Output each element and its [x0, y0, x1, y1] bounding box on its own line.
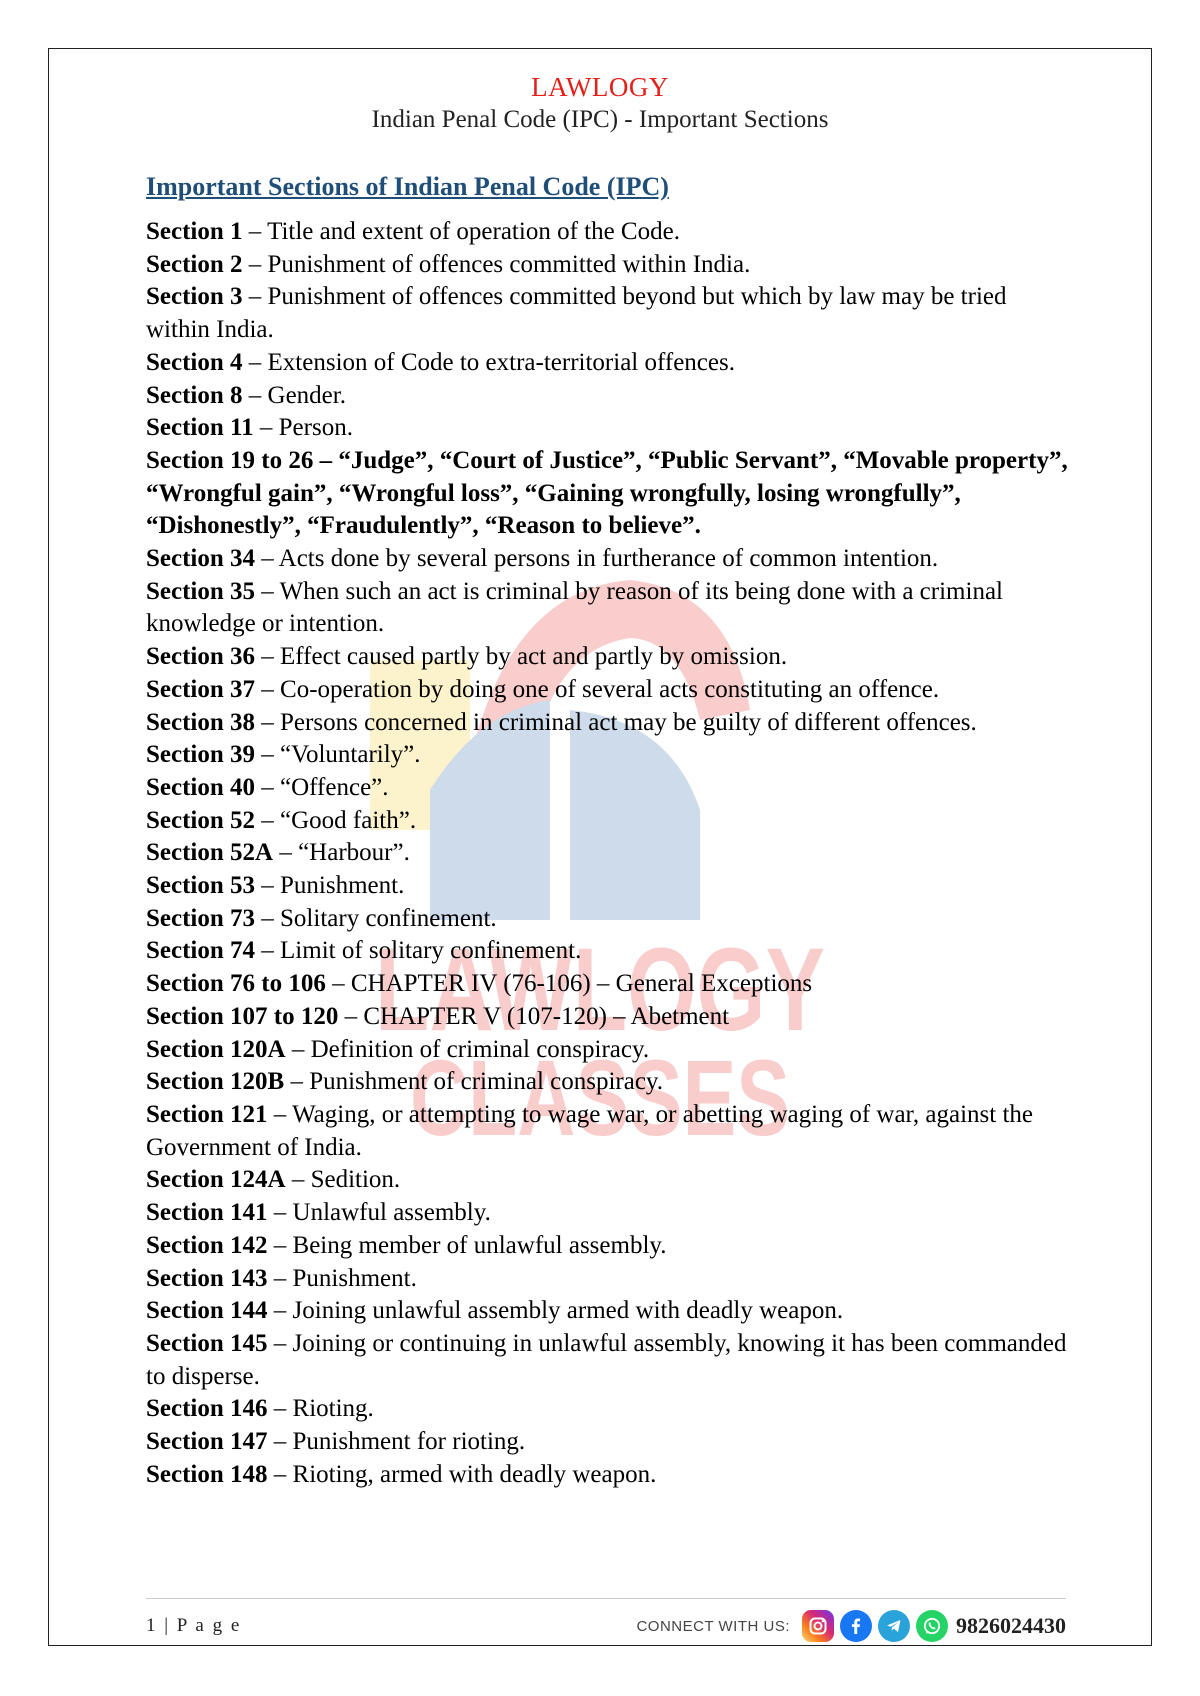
- section-number: Section 53: [146, 872, 256, 900]
- section-description: – “Voluntarily”.: [255, 741, 421, 769]
- section-item: [146, 1393, 1076, 1426]
- section-description: – “Harbour”.: [273, 839, 410, 867]
- phone-number[interactable]: 9826024430: [956, 1613, 1066, 1638]
- section-number: Section 35: [146, 577, 256, 605]
- section-item: [146, 1295, 1076, 1328]
- connect-label: CONNECT WITH US:: [636, 1617, 790, 1635]
- section-description: – “Offence”.: [255, 773, 389, 801]
- section-description: – Waging, or attempting to wage war, or abetting waging of war, against the Government of India.: [146, 1100, 1033, 1161]
- section-number: Section 52: [146, 806, 256, 834]
- section-number: Section 148: [146, 1460, 268, 1488]
- section-number: Section 141: [146, 1199, 268, 1227]
- contact-bar: [636, 1610, 1066, 1642]
- section-number: Section 146: [146, 1395, 268, 1423]
- section-description: – Punishment for rioting.: [267, 1428, 526, 1456]
- section-description: – Solitary confinement.: [255, 904, 497, 932]
- section-number: Section 37: [146, 675, 256, 703]
- section-description: – Punishment.: [267, 1264, 417, 1292]
- section-number: Section 143: [146, 1264, 268, 1292]
- section-number: Section 4: [146, 348, 243, 376]
- section-item: [146, 837, 1076, 870]
- section-description: – Joining unlawful assembly armed with deadly weapon.: [267, 1297, 844, 1325]
- section-description: – CHAPTER V (107-120) – Abetment: [338, 1002, 730, 1030]
- section-description: – CHAPTER IV (76-106) – General Exceptions: [325, 970, 813, 998]
- section-description: – Punishment of offences committed beyond but which by law may be tried within India.: [146, 283, 1007, 344]
- section-number: Section 40: [146, 773, 256, 801]
- section-item: [146, 543, 1076, 576]
- section-number: Section 11: [146, 414, 254, 442]
- section-number: Section 3: [146, 283, 243, 311]
- section-list: [146, 216, 1076, 1491]
- section-number: Section 2: [146, 250, 243, 278]
- section-item: [146, 903, 1076, 936]
- section-item: [146, 445, 1076, 543]
- section-description: – Limit of solitary confinement.: [255, 937, 582, 965]
- page-header: [48, 70, 1152, 136]
- section-heading: Important Sections of Indian Penal Code (IPC): [146, 172, 669, 201]
- section-item: [146, 576, 1076, 641]
- section-item: [146, 1230, 1076, 1263]
- section-description: – Gender.: [242, 381, 346, 409]
- section-number: Section 107 to 120: [146, 1002, 339, 1030]
- section-number: Section 145: [146, 1329, 268, 1357]
- section-description: – Punishment of criminal conspiracy.: [284, 1068, 664, 1096]
- section-item: [146, 1034, 1076, 1067]
- section-description: – Being member of unlawful assembly.: [267, 1231, 667, 1259]
- section-description: – Extension of Code to extra-territorial offences.: [242, 348, 735, 376]
- section-item: [146, 805, 1076, 838]
- section-number: Section 121: [146, 1100, 268, 1128]
- section-item: [146, 1328, 1076, 1393]
- section-item: [146, 1263, 1076, 1296]
- section-item: [146, 707, 1076, 740]
- section-description: – Punishment.: [255, 872, 405, 900]
- watermark-text-line1: LAWLOGY: [375, 924, 825, 1056]
- section-number: Section 34: [146, 545, 256, 573]
- section-description: – “Good faith”.: [255, 806, 417, 834]
- section-item: [146, 1459, 1076, 1492]
- section-number: Section 147: [146, 1428, 268, 1456]
- section-description: – Co-operation by doing one of several acts constituting an offence.: [255, 675, 940, 703]
- section-item: [146, 739, 1076, 772]
- section-item: [146, 1197, 1076, 1230]
- section-number: Section 36: [146, 643, 256, 671]
- section-item: [146, 216, 1076, 249]
- section-number: Section 8: [146, 381, 243, 409]
- section-item: [146, 1001, 1076, 1034]
- telegram-icon[interactable]: [878, 1610, 910, 1642]
- section-item: [146, 935, 1076, 968]
- section-item: [146, 1164, 1076, 1197]
- section-item: [146, 772, 1076, 805]
- section-item: [146, 1066, 1076, 1099]
- section-item: [146, 968, 1076, 1001]
- section-item: [146, 870, 1076, 903]
- section-item: [146, 674, 1076, 707]
- section-number: Section 1: [146, 218, 243, 245]
- section-number: Section 52A: [146, 839, 274, 867]
- section-number: Section 73: [146, 904, 256, 932]
- section-number: Section 142: [146, 1231, 268, 1259]
- page-number: 1 | P a g e: [146, 1615, 242, 1636]
- page-footer: [146, 1604, 1066, 1648]
- section-description: – Effect caused partly by act and partly by omission.: [255, 643, 788, 671]
- section-item: [146, 1099, 1076, 1164]
- section-number: Section 39: [146, 741, 256, 769]
- footer-divider: [146, 1598, 1066, 1599]
- main-content: [146, 170, 1076, 1491]
- section-number: Section 74: [146, 937, 256, 965]
- watermark-text-line2: CLASSES: [410, 1037, 790, 1158]
- brand-title: LAWLOGY: [531, 72, 669, 102]
- instagram-icon[interactable]: [802, 1610, 834, 1642]
- section-item: [146, 641, 1076, 674]
- document-subtitle: Indian Penal Code (IPC) - Important Sections: [371, 106, 829, 133]
- section-number: Section 124A: [146, 1166, 286, 1194]
- section-number: Section 120A: [146, 1035, 286, 1063]
- section-description: – When such an act is criminal by reason of its being done with a criminal knowledge or intention.: [146, 577, 1003, 638]
- section-item: [146, 412, 1076, 445]
- section-description: – Acts done by several persons in furtherance of common intention.: [255, 545, 939, 573]
- section-item: [146, 281, 1076, 346]
- section-description: – Persons concerned in criminal act may be guilty of different offences.: [255, 708, 977, 736]
- section-description: – Unlawful assembly.: [267, 1199, 491, 1227]
- section-item: [146, 1426, 1076, 1459]
- section-item: [146, 249, 1076, 282]
- whatsapp-icon[interactable]: [916, 1610, 948, 1642]
- section-item: [146, 347, 1076, 380]
- section-number: Section 76 to 106: [146, 970, 326, 998]
- section-description: – Punishment of offences committed within India.: [242, 250, 751, 278]
- section-number: Section 19 to 26 – “Judge”, “Court of Justice”, “Public Servant”, “Movable property”, “Wrongful gain”, “Wrongful loss”, “Gaining wrongfully, losing wrongfully”, “Dishonestly”, “Fraudulently”, “Reason to believe”.: [146, 446, 1068, 540]
- section-description: – Joining or continuing in unlawful assembly, knowing it has been commanded to disperse.: [146, 1329, 1067, 1390]
- section-number: Section 144: [146, 1297, 268, 1325]
- section-description: – Rioting, armed with deadly weapon.: [267, 1460, 657, 1488]
- section-number: Section 120B: [146, 1068, 285, 1096]
- section-item: [146, 380, 1076, 413]
- facebook-icon[interactable]: [840, 1610, 872, 1642]
- section-number: Section 38: [146, 708, 256, 736]
- section-description: – Definition of criminal conspiracy.: [285, 1035, 650, 1063]
- section-description: – Person.: [253, 414, 353, 442]
- section-description: – Sedition.: [285, 1166, 401, 1194]
- section-description: – Rioting.: [267, 1395, 374, 1423]
- section-description: – Title and extent of operation of the Code.: [242, 218, 680, 245]
